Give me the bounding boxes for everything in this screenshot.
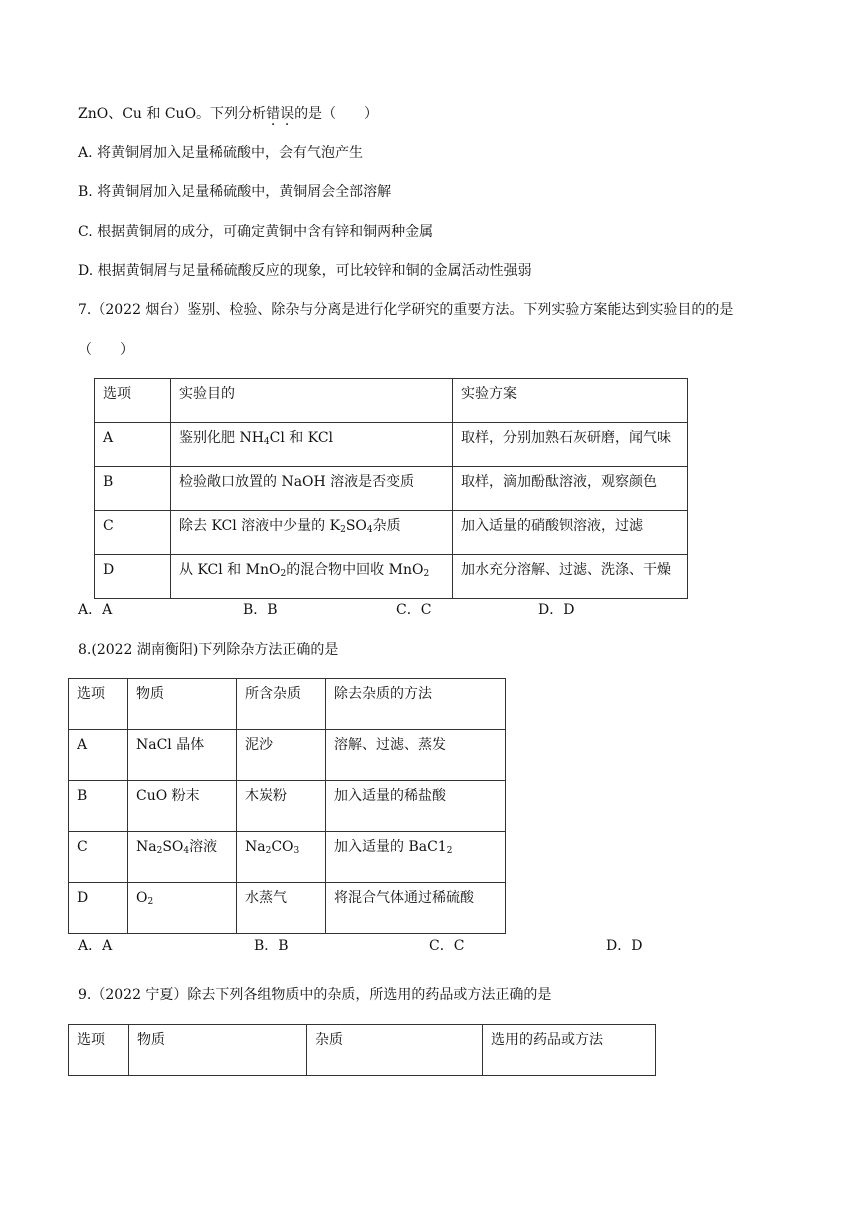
goal-cell: 从 KCl 和 MnO$_2$的混合物中回收 MnO$_2$ — [171, 555, 453, 599]
q6-stem-emphasis-2: 误 — [280, 106, 295, 122]
table-header-row — [69, 1025, 656, 1076]
option-cell: C — [69, 832, 128, 883]
q7-stem: 7.（2022 烟台）鉴别、检验、除杂与分离是进行化学研究的重要方法。下列实验方案能达到实验目的的是 — [78, 302, 734, 318]
q7-answer-a: A．A — [78, 602, 113, 618]
plan-cell: 取样，分别加熟石灰研磨，闻气味 — [453, 423, 688, 467]
q7-answer-d: D．D — [538, 602, 575, 618]
table-row — [69, 730, 506, 781]
table-row — [95, 467, 688, 511]
method-cell: 加入适量的 $BaC1_2$ — [326, 832, 506, 883]
impurity-cell: 泥沙 — [237, 730, 326, 781]
method-cell: 加入适量的稀盐酸 — [326, 781, 506, 832]
header-cell: 实验方案 — [453, 379, 688, 423]
option-cell: C — [95, 511, 171, 555]
q8-answer-b: B．B — [254, 938, 289, 954]
q8-stem: 8.(2022 湖南衡阳)下列除杂方法正确的是 — [78, 642, 339, 658]
q8-answer-options — [78, 936, 778, 956]
substance-cell: CuO 粉末 — [128, 781, 237, 832]
q8-answer-a: A．A — [78, 938, 113, 954]
header-cell: 选项 — [69, 1025, 129, 1076]
table-header-row — [69, 679, 506, 730]
q7-answer-c: C．C — [396, 602, 432, 618]
header-cell: 选用的药品或方法 — [483, 1025, 656, 1076]
header-cell: 选项 — [69, 679, 128, 730]
impurity-cell: 木炭粉 — [237, 781, 326, 832]
header-cell: 杂质 — [307, 1025, 483, 1076]
header-cell: 物质 — [128, 679, 237, 730]
q6-stem-emphasis-1: 错 — [266, 106, 281, 122]
header-cell: 所含杂质 — [237, 679, 326, 730]
option-cell: A — [95, 423, 171, 467]
q6-stem — [78, 104, 378, 124]
goal-cell: 除去 KCl 溶液中少量的 $K_2SO_4$杂质 — [171, 511, 453, 555]
option-cell: B — [95, 467, 171, 511]
q9-table — [68, 1024, 656, 1076]
goal-cell: 鉴别化肥 $NH_4Cl$ 和 KCl — [171, 423, 453, 467]
header-cell: 选项 — [95, 379, 171, 423]
table-header-row — [95, 379, 688, 423]
q9-stem: 9.（2022 宁夏）除去下列各组物质中的杂质，所选用的药品或方法正确的是 — [78, 987, 552, 1003]
q8-table — [68, 678, 506, 934]
plan-cell: 加水充分溶解、过滤、洗涤、干燥 — [453, 555, 688, 599]
goal-cell: 检验敞口放置的 NaOH 溶液是否变质 — [171, 467, 453, 511]
q8-answer-c: C．C — [429, 938, 465, 954]
q6-option-d: D. 根据黄铜屑与足量稀硫酸反应的现象，可比较锌和铜的金属活动性强弱 — [78, 263, 532, 279]
table-row — [69, 883, 506, 934]
table-row — [95, 423, 688, 467]
method-cell: 将混合气体通过稀硫酸 — [326, 883, 506, 934]
q7-answer-b: B．B — [243, 602, 278, 618]
q6-stem-b: 的是（ ） — [294, 106, 379, 122]
table-row — [95, 511, 688, 555]
plan-cell: 加入适量的硝酸钡溶液，过滤 — [453, 511, 688, 555]
method-cell: 溶解、过滤、蒸发 — [326, 730, 506, 781]
table-row — [95, 555, 688, 599]
q7-answer-bracket: （ ） — [78, 342, 134, 358]
substance-cell: NaCl 晶体 — [128, 730, 237, 781]
option-cell: B — [69, 781, 128, 832]
q6-option-a: A. 将黄铜屑加入足量稀硫酸中，会有气泡产生 — [78, 145, 364, 161]
q8-answer-d: D．D — [606, 938, 643, 954]
table-row — [69, 781, 506, 832]
q6-option-b: B. 将黄铜屑加入足量稀硫酸中，黄铜屑会全部溶解 — [78, 184, 392, 200]
impurity-cell: $Na_2CO_3$ — [237, 832, 326, 883]
header-cell: 物质 — [129, 1025, 307, 1076]
option-cell: A — [69, 730, 128, 781]
q6-option-c: C. 根据黄铜屑的成分，可确定黄铜中含有锌和铜两种金属 — [78, 224, 434, 240]
q7-answer-options — [78, 600, 778, 620]
table-row — [69, 832, 506, 883]
q7-table — [94, 378, 688, 599]
header-cell: 实验目的 — [171, 379, 453, 423]
q6-stem-a: ZnO、Cu 和 CuO。下列分析 — [78, 106, 267, 122]
plan-cell: 取样，滴加酚酞溶液，观察颜色 — [453, 467, 688, 511]
substance-cell: $Na_2SO_4$溶液 — [128, 832, 237, 883]
option-cell: D — [69, 883, 128, 934]
option-cell: D — [95, 555, 171, 599]
impurity-cell: 水蒸气 — [237, 883, 326, 934]
header-cell: 除去杂质的方法 — [326, 679, 506, 730]
substance-cell: $O_2$ — [128, 883, 237, 934]
